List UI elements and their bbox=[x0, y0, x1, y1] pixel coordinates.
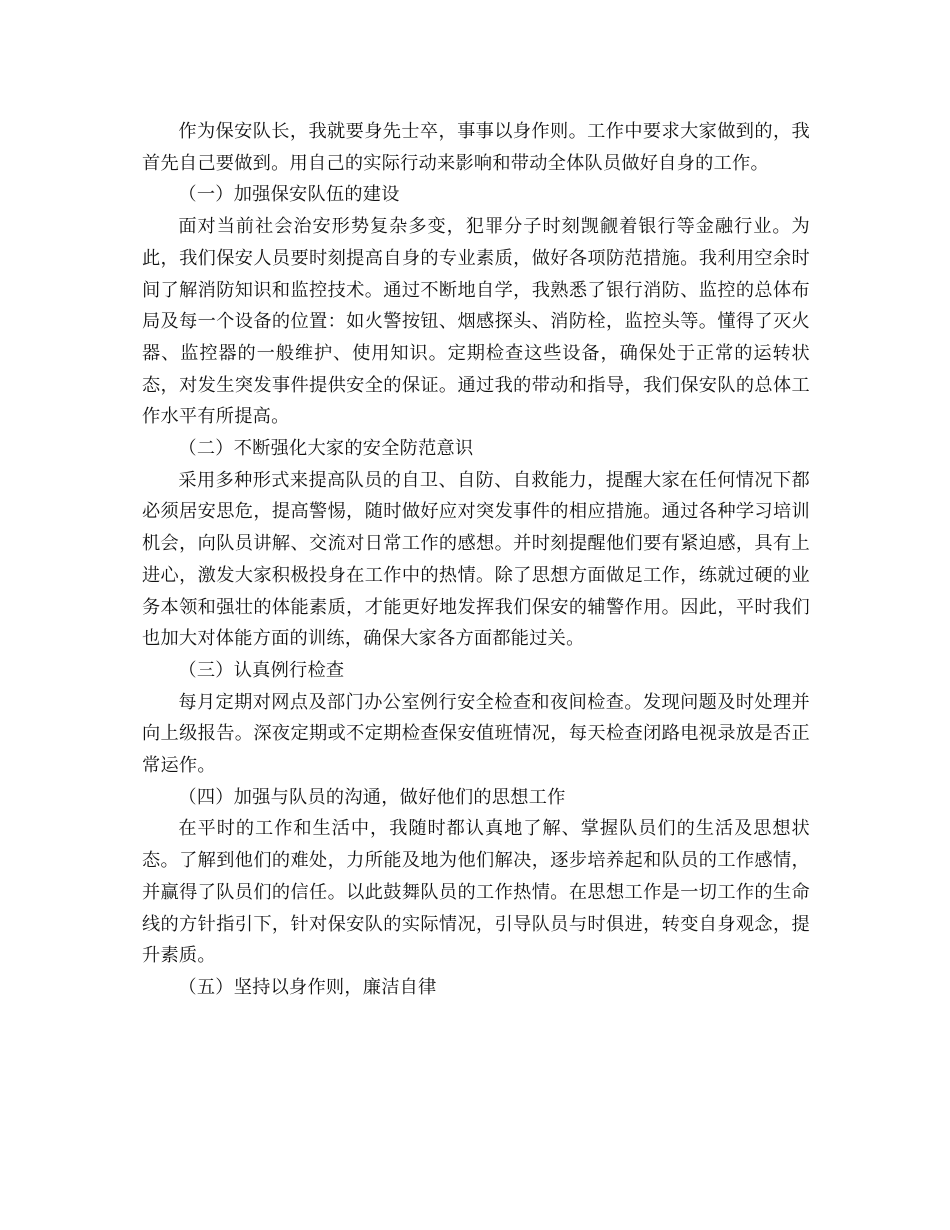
paragraph-section-4: 在平时的工作和生活中，我随时都认真地了解、掌握队员们的生活及思想状态。了解到他们的难处，力所能及地为他们解决，逐步培养起和队员的工作感情，并赢得了队员们的信任。以此鼓舞队员的工作热情。在思想工作是一切工作的生命线的方针指引下，针对保安队的实际情况，引导队员与时俱进，转变自身观念，提升素质。 bbox=[142, 818, 810, 967]
section-heading-5: （五）坚持以身作则，廉洁自律 bbox=[178, 976, 437, 998]
document-body bbox=[142, 116, 810, 1004]
section-heading-4: （四）加强与队员的沟通，做好他们的思想工作 bbox=[178, 786, 566, 808]
paragraph-section-2: 采用多种形式来提高队员的自卫、自防、自救能力，提醒大家在任何情况下都必须居安思危，提高警惕，随时做好应对突发事件的相应措施。通过各种学习培训机会，向队员讲解、交流对日常工作的感想。并时刻提醒他们要有紧迫感，具有上进心，激发大家积极投身在工作中的热情。除了思想方面做足工作，练就过硬的业务本领和强壮的体能素质，才能更好地发挥我们保安的辅警作用。因此，平时我们也加大对体能方面的训练，确保大家各方面都能过关。 bbox=[142, 469, 810, 650]
paragraph-intro: 作为保安队长，我就要身先士卒，事事以身作则。工作中要求大家做到的，我首先自己要做到。用自己的实际行动来影响和带动全体队员做好自身的工作。 bbox=[142, 121, 810, 174]
section-heading-3: （三）认真例行检查 bbox=[178, 659, 345, 681]
section-heading-2: （二）不断强化大家的安全防范意识 bbox=[178, 438, 474, 460]
section-heading-1: （一）加强保安队伍的建设 bbox=[178, 184, 400, 206]
paragraph-section-3: 每月定期对网点及部门办公室例行安全检查和夜间检查。发现问题及时处理并向上级报告。深夜定期或不定期检查保安值班情况，每天检查闭路电视录放是否正常运作。 bbox=[142, 691, 810, 777]
paragraph-section-1: 面对当前社会治安形势复杂多变，犯罪分子时刻觊觎着银行等金融行业。为此，我们保安人员要时刻提高自身的专业素质，做好各项防范措施。我利用空余时间了解消防知识和监控技术。通过不断地自学，我熟悉了银行消防、监控的总体布局及每一个设备的位置：如火警按钮、烟感探头、消防栓，监控头等。懂得了灭火器、监控器的一般维护、使用知识。定期检查这些设备，确保处于正常的运转状态，对发生突发事件提供安全的保证。通过我的带动和指导，我们保安队的总体工作水平有所提高。 bbox=[142, 216, 810, 428]
